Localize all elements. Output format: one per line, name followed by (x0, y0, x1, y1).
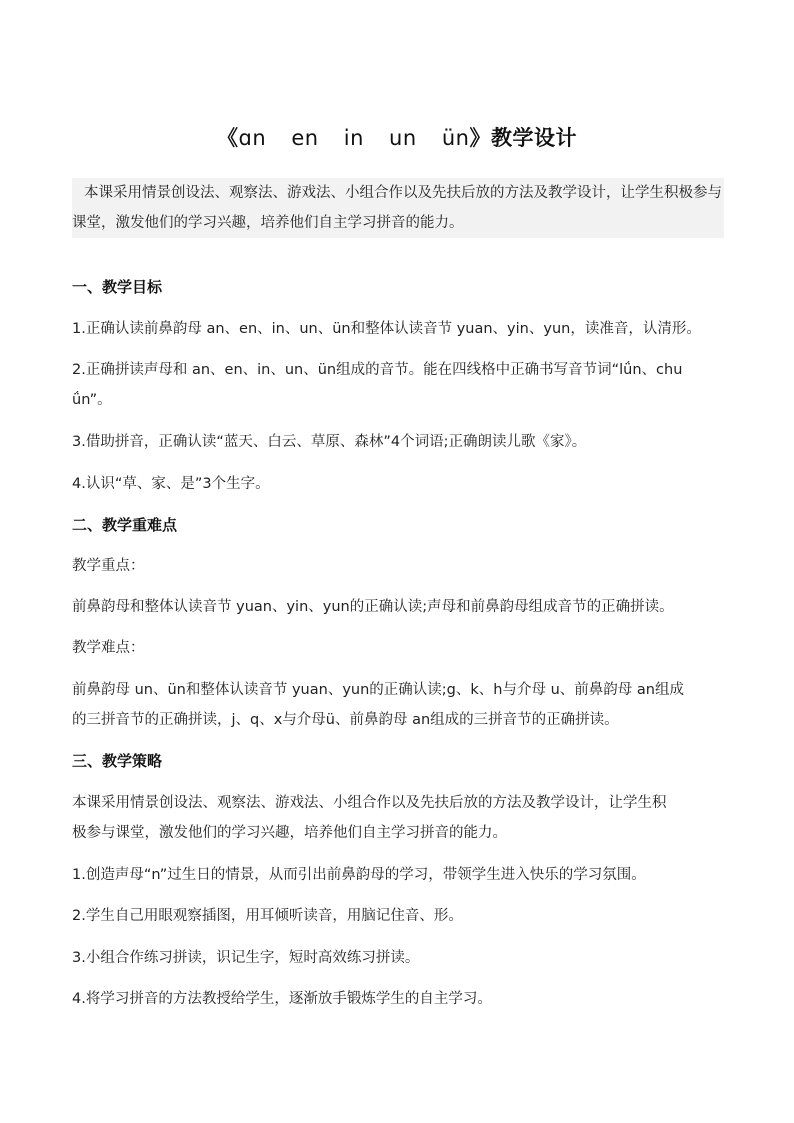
goal-item-1: 1.正确认读前鼻韵母 an、en、in、un、ün和整体认读音节 yuan、yin、yun，读准音，认清形。 (72, 321, 701, 337)
goal-item-4: 4.认识“草、家、是”3个生字。 (72, 476, 270, 492)
key-label: 教学重点： (72, 558, 145, 574)
strategy-item-4: 4.将学习拼音的方法教授给学生，逐渐放手锻炼学生的自主学习。 (72, 991, 492, 1007)
goal-item-2-cont: ǘn”。 (72, 392, 112, 408)
intro-text: 本课采用情景创设法、观察法、游戏法、小组合作以及先扶后放的方法及教学设计，让学生积极参与课堂，激发他们的学习兴趣，培养他们自主学习拼音的能力。 (72, 185, 722, 231)
strategy-intro-1: 本课采用情景创设法、观察法、游戏法、小组合作以及先扶后放的方法及教学设计，让学生积 (72, 795, 667, 811)
title-close: 》教学设计 (469, 126, 577, 150)
title-pinyin: ɑn en in un ün (238, 126, 470, 150)
intro-box (72, 178, 724, 238)
difficulty-label: 教学难点： (72, 640, 145, 656)
key-text: 前鼻韵母和整体认读音节 yuan、yin、yun的正确认读;声母和前鼻韵母组成音节的正确拼读。 (72, 599, 674, 615)
section2-heading: 二、教学重难点 (72, 516, 178, 534)
section3-heading: 三、教学策略 (72, 752, 163, 770)
section1-heading: 一、教学目标 (72, 278, 163, 296)
strategy-item-2: 2.学生自己用眼观察插图，用耳倾听读音，用脑记住音、形。 (72, 908, 463, 924)
strategy-item-3: 3.小组合作练习拼读，识记生字，短时高效练习拼读。 (72, 950, 420, 966)
difficulty-text-1: 前鼻韵母 un、ün和整体认读音节 yuan、yun的正确认读;g、k、h与介母 u、前鼻韵母 an组成 (72, 682, 684, 698)
strategy-item-1: 1.创造声母“n”过生日的情景，从而引出前鼻韵母的学习，带领学生进入快乐的学习氛围。 (72, 867, 646, 883)
title-open: 《 (217, 126, 239, 150)
difficulty-text-2: 的三拼音节的正确拼读，j、q、x与介母ü、前鼻韵母 an组成的三拼音节的正确拼读。 (72, 712, 619, 728)
goal-item-3: 3.借助拼音，正确认读“蓝天、白云、草原、森林”4个词语;正确朗读儿歌《家》。 (72, 434, 587, 450)
goal-item-2: 2.正确拼读声母和 an、en、in、un、ün组成的音节。能在四线格中正确书写音节词“lǘn、chu (72, 362, 683, 378)
strategy-intro-2: 极参与课堂，激发他们的学习兴趣，培养他们自主学习拼音的能力。 (72, 825, 507, 841)
page-title (0, 122, 794, 152)
